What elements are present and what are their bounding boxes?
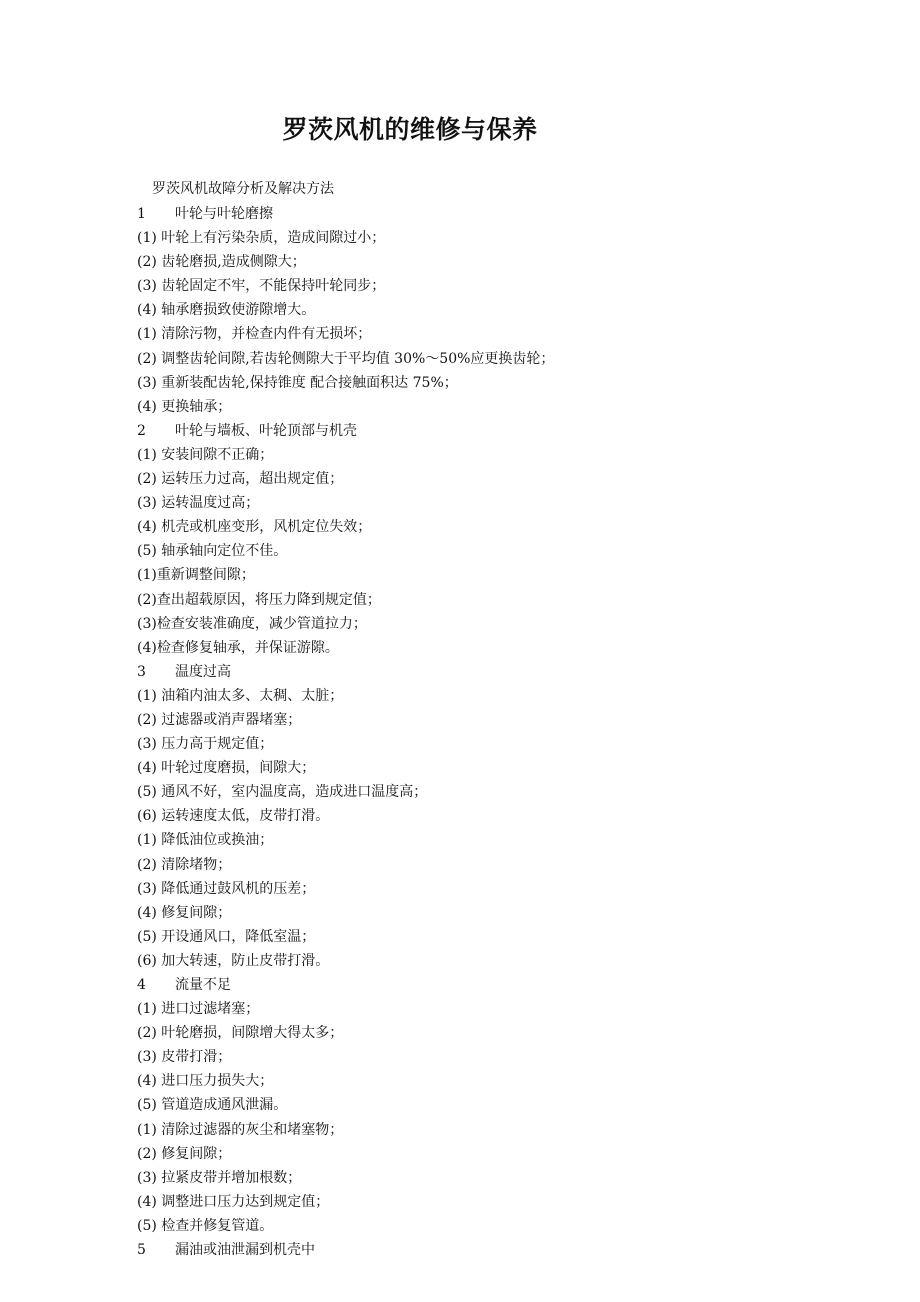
section-heading <box>137 202 837 226</box>
list-item: (4) 调整进口压力达到规定值； <box>137 1193 330 1210</box>
section-heading <box>137 1238 837 1262</box>
list-item: (6) 加大转速，防止皮带打滑。 <box>137 952 330 969</box>
list-item: (1) 清除过滤器的灰尘和堵塞物； <box>137 1121 344 1138</box>
section-number: 2 <box>137 422 146 439</box>
list-item: (4) 叶轮过度磨损，间隙大； <box>137 760 316 777</box>
list-item: (5) 通风不好，室内温度高，造成进口温度高； <box>137 784 428 801</box>
list-item: (3) 齿轮固定不牢，不能保持叶轮同步； <box>137 278 386 295</box>
list-item: (4)检查修复轴承，并保证游隙。 <box>137 639 339 656</box>
list-item: (4) 更换轴承； <box>137 398 232 415</box>
section-heading-text: 流量不足 <box>175 977 231 993</box>
list-item: (3) 压力高于规定值； <box>137 736 274 753</box>
list-item: (2)查出超载原因，将压力降到规定值； <box>137 591 381 608</box>
section-heading-text: 漏油或油泄漏到机壳中 <box>175 1242 315 1259</box>
list-item: (1) 叶轮上有污染杂质，造成间隙过小； <box>137 230 386 247</box>
list-item: (2) 齿轮磨损,造成侧隙大； <box>137 254 306 271</box>
list-item: (2) 过滤器或消声器堵塞； <box>137 711 302 728</box>
list-item: (2) 修复间隙； <box>137 1145 232 1162</box>
list-item: (1) 进口过滤堵塞； <box>137 1001 260 1018</box>
document-title: 罗茨风机的维修与保养 <box>282 115 538 144</box>
list-item: (3) 运转温度过高； <box>137 495 260 512</box>
list-item: (5) 检查并修复管道。 <box>137 1217 274 1234</box>
list-item: (5) 轴承轴向定位不佳。 <box>137 543 288 560</box>
section-number: 1 <box>137 206 146 222</box>
list-item: (2) 运转压力过高，超出规定值； <box>137 471 344 488</box>
section-heading-text: 温度过高 <box>175 663 231 680</box>
list-item: (4) 机壳或机座变形，风机定位失效； <box>137 519 372 536</box>
list-item: (6) 运转速度太低，皮带打滑。 <box>137 808 330 825</box>
list-item: (1) 降低油位或换油； <box>137 832 274 849</box>
list-item: (5) 开设通风口，降低室温； <box>137 928 316 945</box>
section-number: 3 <box>137 663 146 680</box>
list-item: (1)重新调整间隙； <box>137 567 255 584</box>
document-body <box>137 202 837 1262</box>
list-item: (1) 安装间隙不正确； <box>137 446 274 463</box>
section-heading <box>137 419 837 443</box>
list-item: (1) 清除污物，并检查内件有无损坏； <box>137 326 372 343</box>
list-item: (5) 管道造成通风泄漏。 <box>137 1097 288 1114</box>
list-item: (3) 拉紧皮带并增加根数； <box>137 1169 302 1186</box>
list-item: (4) 轴承磨损致使游隙增大。 <box>137 302 316 319</box>
list-item: (3)检查安装准确度，减少管道拉力； <box>137 615 367 632</box>
section-heading <box>137 660 837 684</box>
list-item: (2) 调整齿轮间隙,若齿轮侧隙大于平均值 30%～50%应更换齿轮； <box>137 350 555 367</box>
list-item: (3) 皮带打滑； <box>137 1049 232 1066</box>
section-heading <box>137 973 837 997</box>
list-item: (1) 油箱内油太多、太稠、太脏； <box>137 687 344 704</box>
section-number: 4 <box>137 977 146 993</box>
list-item: (2) 叶轮磨损，间隙增大得太多； <box>137 1025 344 1042</box>
list-item: (4) 修复间隙； <box>137 904 232 921</box>
section-heading-text: 叶轮与墙板、叶轮顶部与机壳 <box>175 422 357 439</box>
list-item: (3) 重新装配齿轮,保持锥度 配合接触面积达 75%； <box>137 374 458 391</box>
list-item: (2) 清除堵物； <box>137 856 232 873</box>
document-subtitle: 罗茨风机故障分析及解决方法 <box>152 181 334 197</box>
list-item: (3) 降低通过鼓风机的压差； <box>137 880 316 897</box>
section-heading-text: 叶轮与叶轮磨擦 <box>175 206 273 222</box>
list-item: (4) 进口压力损失大； <box>137 1073 274 1090</box>
section-number: 5 <box>137 1242 146 1259</box>
